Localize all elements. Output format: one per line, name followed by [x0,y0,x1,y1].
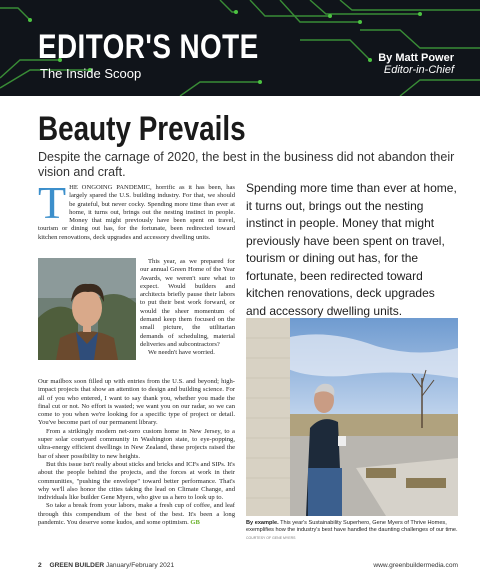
drop-cap: T [38,177,67,228]
byline [378,52,454,76]
body-intro [38,177,235,242]
website-link[interactable]: www.greenbuildermedia.com [373,562,458,569]
caption-text: This year's Sustainability Superhero, Gene Myers of Thrive Homes, exemplifies how the industry's best have handled the daunting challenges of our time. [246,520,458,534]
photo-credit: COURTESY OF GENE MYERS [246,535,296,540]
magazine-brand: GREEN BUILDER [49,562,105,569]
paragraph-5: But this issue isn't really about sticks and bricks and ICFs and SIPs. It's about the people behind the projects, and the forces at work in their communities, "pushing the envelope" toward better performance. That's why we'll also honor the cities taking the lead on Climate Change, and individuals like builder Gene Myers, who give us a hero to look up to. [38,460,235,502]
paragraph-2: This year, as we prepared for our annual Green Home of the Year Awards, we weren't sure what to expect. Would builders and architects briefly pause their labors to put their best work forward, or would the sheer momentum of demand keep them focused on the small picture, the utilitarian demands of scheduling, material deliveries and subcontractors? [140,258,235,348]
pull-quote: Spending more time than ever at home, it turns out, brings out the nesting instinct in people. Money that might previously have been spent on travel, tourism or dining out has, for the fortunate, been redirected toward kitchen renovations, deck upgrades and accessory dwelling units. [246,181,457,318]
paragraph-4: From a strikingly modern net-zero custom home in New Jersey, to a super solar courtyard community in Washington state, to eye-popping, ultra-energy efficient dwellings in New Zealand, these projects raised the bar of sheer possibility to new heights. [38,427,235,460]
caption-lead: By example. [246,520,279,526]
issue-date: January/February 2021 [105,562,175,569]
editors-note-banner [0,0,480,96]
article-deck: Despite the carnage of 2020, the best in the business did not abandon their vision and craft. [38,150,455,179]
author-name: By Matt Power [378,52,454,64]
banner-title: EDITOR'S NOTE [38,28,259,66]
gene-myers-photo [246,318,458,516]
photo-caption [246,520,458,542]
page-footer [38,562,458,569]
article-headline: Beauty Prevails [38,110,246,148]
author-role: Editor-in-Chief [383,64,454,76]
paragraph-1: HE ONGOING PANDEMIC, horrific as it has been, has largely spared the U.S. building industry. For that, we should be grateful, but never cocky. Spending more time than ever at home, it turns out, brings out the nesting instinct in people. Money that might previously have been spent on travel, tourism or dining out has, for the fortunate, been redirected toward kitchen renovations, deck upgrades and accessory dwelling units. [38,184,235,241]
banner-subtitle: The Inside Scoop [40,66,142,81]
end-mark: GB [190,519,200,527]
page-number: 2 [38,562,42,569]
body-lower [38,378,235,527]
body-wrap-column [140,258,235,358]
paragraph-3a: We needn't have worried. [148,349,215,357]
paragraph-3b: Our mailbox soon filled up with entries from the U.S. and beyond; high-impact projects that show an attention to design and building science. For all of you who entered, I want to say thank you, whether you made the final cut or not. No effort is wasted; we want you on our radar, so we can come to you when we're looking for a specific type of project or detail. You've become part of our permanent library. [38,378,235,427]
author-portrait [38,258,136,360]
paragraph-6: So take a break from your labors, make a fresh cup of coffee, and leaf through this compendium of the best of the best. It's been a long pandemic. You deserve some kudos, and some optimism. [38,502,235,527]
